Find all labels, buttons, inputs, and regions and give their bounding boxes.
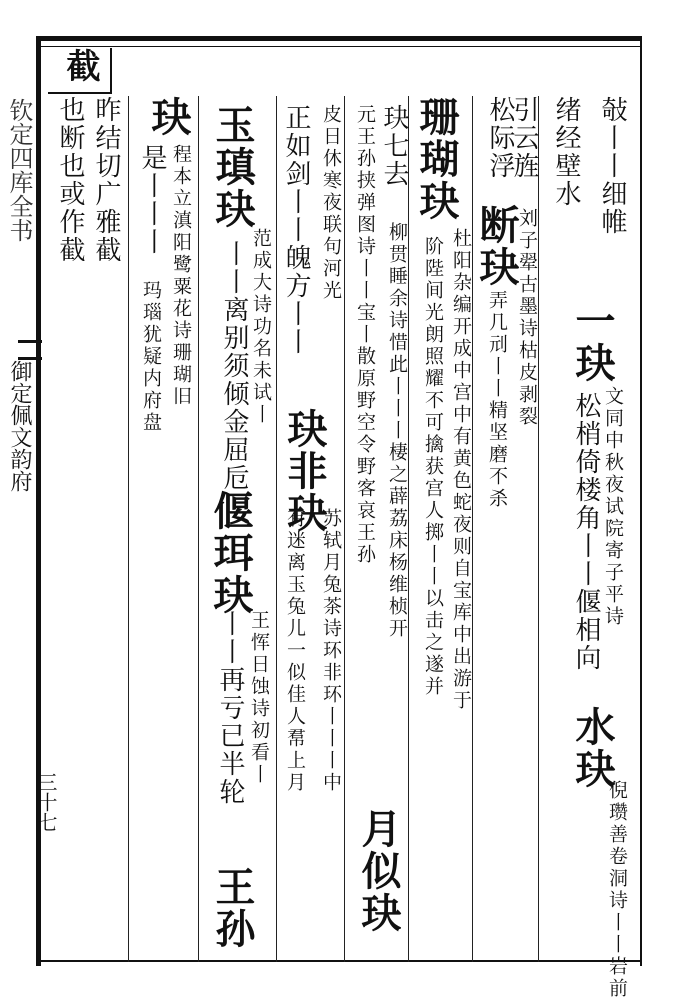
note-column: 倪瓒善卷洞诗丨丨岩前 [606,780,628,1000]
note-column: 玛瑙犹疑内府盘 [140,280,162,434]
text-column: 引云旌 [509,96,539,180]
text-column: 是丨丨丨 [137,144,167,256]
headword-column: 王孙 [209,866,256,950]
headword-column: 一玦 [569,300,616,384]
spine-text: 钦定四库全书 [5,98,33,242]
headword-column: 断玦 [473,204,520,288]
headword-column: 玦非玦 [281,408,328,534]
column-rule [198,96,199,962]
page-number: 三十七 [34,772,58,832]
page-label: 截 [60,48,100,82]
note-column: 范成大诗功名未试丨 [250,228,272,426]
headword-column: 玉瑱玦 [209,104,256,230]
note-column: 元王孙挟弹图诗丨丨宝丨散原野空令野客哀王孙 [354,104,376,566]
text-column: 也断也或作截 [55,96,85,264]
text-column: 正如剑丨丨魄方丨丨 [281,104,311,356]
text-column: 敧丨丨细帷 [597,96,627,236]
note-column: 柳贯睡余诗惜此丨丨丨棲之薜荔床杨维桢开 [386,222,408,640]
frame-top-inner-rule [36,46,642,47]
fold-mark [18,340,42,360]
note-column: 阶陛间光朗照耀不可擒获宫人掷丨丨以击之遂并 [422,236,444,698]
frame-top-rule [36,36,642,41]
text-column: 绪经壁水 [551,96,581,208]
text-column: 玦七去 [379,104,409,188]
note-column: 文同中秋夜试院寄子平诗 [602,386,624,628]
note-column: 弄几刓丨丨精坚磨不杀 [486,290,508,510]
headword-column: 玦 [145,96,192,138]
frame-right-rule [640,36,642,966]
frame-bottom-rule [36,960,642,962]
text-column: 昨结切广雅截 [91,96,121,264]
spine-title: 御定佩文韵府 [7,360,32,492]
headword-column: 水玦 [569,706,616,790]
headword-column: 月似玦 [355,808,402,934]
note-column: 皮日休寒夜联句河光 [320,104,342,302]
headword-column: 珊瑚玦 [413,96,460,222]
note-column: 刘子翚古墨诗枯皮剥裂 [516,208,538,428]
column-rule [344,96,345,962]
text-column: 松际浮 [485,96,515,180]
note-column: 王恽日蚀诗初看丨 [248,610,270,786]
column-rule [128,96,129,962]
note-column: 程本立滇阳鹭粟花诗珊瑚旧 [170,144,192,408]
note-column: 有迷离玉兔儿一似佳人帬上月 [284,508,306,794]
note-column: 苏轼月兔茶诗环非环丨丨丨中 [320,508,342,794]
text-column: 丨丨离别须倾金屈卮 [219,240,249,492]
headword-column: 偃珥玦 [207,490,254,616]
text-column: 松梢倚楼角丨丨偃相向 [571,392,601,672]
note-column: 杜阳杂编开成中宫中有黄色蛇夜则自宝库中出游于 [450,228,472,712]
text-column: 丨丨再亏已半轮 [215,610,245,806]
column-rule [276,96,277,962]
